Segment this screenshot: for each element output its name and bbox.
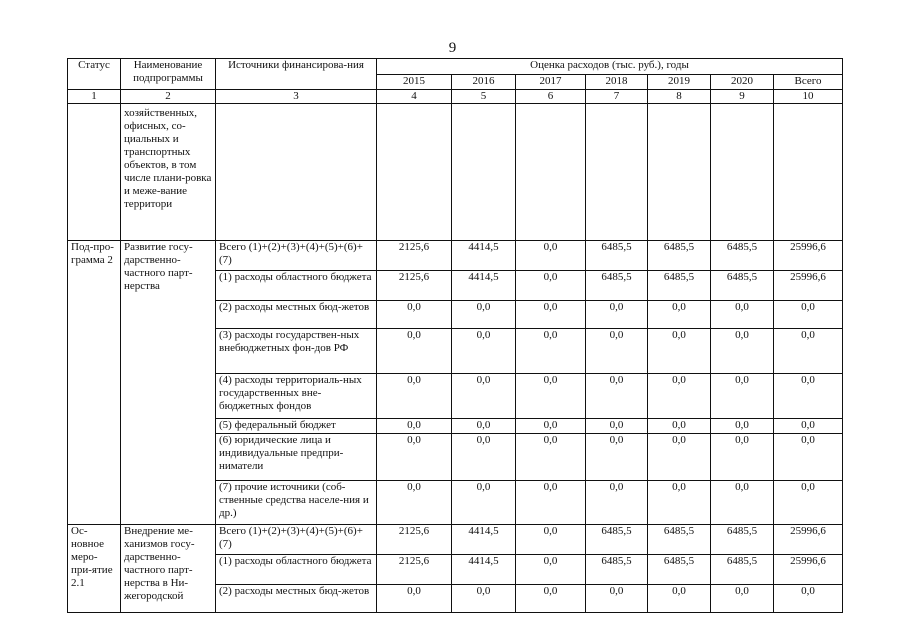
value-2016: 0,0 xyxy=(452,374,516,419)
financing-source-label: Всего (1)+(2)+(3)+(4)+(5)+(6)+(7) xyxy=(216,241,377,271)
value-2019: 0,0 xyxy=(648,329,711,374)
value-2016: 0,0 xyxy=(452,301,516,329)
value-2015: 2125,6 xyxy=(377,555,452,585)
column-number: 9 xyxy=(711,90,774,104)
value-2020: 6485,5 xyxy=(711,555,774,585)
value-total: 0,0 xyxy=(774,374,843,419)
value-2017: 0,0 xyxy=(516,525,586,555)
header-year-2020: 2020 xyxy=(711,75,774,90)
continuation-name-text: хозяйственных, офисных, со-циальных и транспортных объектов, в том числе плани-ровка и меже-вание территори xyxy=(121,104,216,241)
value-2019: 6485,5 xyxy=(648,525,711,555)
financing-source-label: (1) расходы областного бюджета xyxy=(216,271,377,301)
value-2019: 0,0 xyxy=(648,419,711,434)
value-2020: 0,0 xyxy=(711,481,774,525)
header-financing-sources: Источники финансирова-ния xyxy=(216,59,377,90)
value-2019: 0,0 xyxy=(648,585,711,613)
value-2017: 0,0 xyxy=(516,374,586,419)
continuation-source-cell xyxy=(216,104,377,241)
value-2018: 0,0 xyxy=(586,481,648,525)
header-status: Статус xyxy=(68,59,121,90)
value-2016: 4414,5 xyxy=(452,525,516,555)
value-total: 0,0 xyxy=(774,434,843,481)
value-2017: 0,0 xyxy=(516,301,586,329)
value-2015: 0,0 xyxy=(377,585,452,613)
value-2018: 6485,5 xyxy=(586,555,648,585)
value-2015: 2125,6 xyxy=(377,271,452,301)
financing-source-label: (7) прочие источники (соб-ственные средства населе-ния и др.) xyxy=(216,481,377,525)
subprogram-2-name: Развитие госу-дарственно-частного парт-нерства xyxy=(121,241,216,525)
value-2019: 6485,5 xyxy=(648,555,711,585)
value-2017: 0,0 xyxy=(516,555,586,585)
column-number: 1 xyxy=(68,90,121,104)
header-year-2015: 2015 xyxy=(377,75,452,90)
column-number: 7 xyxy=(586,90,648,104)
financing-source-label: (2) расходы местных бюд-жетов xyxy=(216,301,377,329)
value-2017: 0,0 xyxy=(516,434,586,481)
value-2020: 6485,5 xyxy=(711,241,774,271)
value-2019: 0,0 xyxy=(648,374,711,419)
value-2015: 0,0 xyxy=(377,301,452,329)
value-2020: 0,0 xyxy=(711,585,774,613)
value-2015: 2125,6 xyxy=(377,525,452,555)
value-total: 25996,6 xyxy=(774,241,843,271)
value-2017: 0,0 xyxy=(516,329,586,374)
value-2018: 0,0 xyxy=(586,329,648,374)
value-2016: 0,0 xyxy=(452,585,516,613)
main-measure-2-1-row xyxy=(68,525,843,555)
value-2020: 0,0 xyxy=(711,374,774,419)
financing-source-label: (1) расходы областного бюджета xyxy=(216,555,377,585)
value-2016: 0,0 xyxy=(452,481,516,525)
value-2020: 0,0 xyxy=(711,329,774,374)
header-year-2016: 2016 xyxy=(452,75,516,90)
value-total: 0,0 xyxy=(774,481,843,525)
budget-table xyxy=(67,58,843,613)
value-total: 25996,6 xyxy=(774,271,843,301)
page-number: 9 xyxy=(448,40,457,56)
financing-source-label: (4) расходы территориаль-ных государственных вне-бюджетных фондов xyxy=(216,374,377,419)
value-2018: 0,0 xyxy=(586,585,648,613)
column-number: 8 xyxy=(648,90,711,104)
column-number: 10 xyxy=(774,90,843,104)
value-2016: 4414,5 xyxy=(452,271,516,301)
value-2020: 6485,5 xyxy=(711,525,774,555)
continuation-status-cell xyxy=(68,104,121,241)
value-2018: 6485,5 xyxy=(586,271,648,301)
header-year-2018: 2018 xyxy=(586,75,648,90)
value-total: 0,0 xyxy=(774,419,843,434)
value-2020: 0,0 xyxy=(711,301,774,329)
subprogram-2-row xyxy=(68,241,843,271)
value-2017: 0,0 xyxy=(516,419,586,434)
value-2019: 0,0 xyxy=(648,481,711,525)
value-2017: 0,0 xyxy=(516,585,586,613)
value-2016: 0,0 xyxy=(452,329,516,374)
value-2015: 0,0 xyxy=(377,419,452,434)
value-2019: 6485,5 xyxy=(648,241,711,271)
value-2018: 6485,5 xyxy=(586,241,648,271)
financing-source-label: Всего (1)+(2)+(3)+(4)+(5)+(6)+(7) xyxy=(216,525,377,555)
column-number: 3 xyxy=(216,90,377,104)
header-subprogram-name: Наименование подпрограммы xyxy=(121,59,216,90)
header-year-2019: 2019 xyxy=(648,75,711,90)
value-2015: 0,0 xyxy=(377,481,452,525)
value-2018: 0,0 xyxy=(586,419,648,434)
header-year-2017: 2017 xyxy=(516,75,586,90)
value-2015: 2125,6 xyxy=(377,241,452,271)
value-2018: 6485,5 xyxy=(586,525,648,555)
value-2019: 6485,5 xyxy=(648,271,711,301)
value-2015: 0,0 xyxy=(377,329,452,374)
financing-source-label: (3) расходы государствен-ных внебюджетных фон-дов РФ xyxy=(216,329,377,374)
column-number: 5 xyxy=(452,90,516,104)
value-2019: 0,0 xyxy=(648,434,711,481)
value-2015: 0,0 xyxy=(377,434,452,481)
value-2020: 6485,5 xyxy=(711,271,774,301)
value-total: 25996,6 xyxy=(774,525,843,555)
value-2017: 0,0 xyxy=(516,481,586,525)
value-total: 0,0 xyxy=(774,329,843,374)
value-2018: 0,0 xyxy=(586,434,648,481)
value-2016: 4414,5 xyxy=(452,241,516,271)
value-2017: 0,0 xyxy=(516,241,586,271)
value-2016: 0,0 xyxy=(452,434,516,481)
value-2018: 0,0 xyxy=(586,301,648,329)
value-total: 0,0 xyxy=(774,301,843,329)
financing-source-label: (5) федеральный бюджет xyxy=(216,419,377,434)
value-2018: 0,0 xyxy=(586,374,648,419)
column-number: 6 xyxy=(516,90,586,104)
value-2020: 0,0 xyxy=(711,419,774,434)
value-2016: 4414,5 xyxy=(452,555,516,585)
header-total: Всего xyxy=(774,75,843,90)
value-2017: 0,0 xyxy=(516,271,586,301)
value-2015: 0,0 xyxy=(377,374,452,419)
value-total: 25996,6 xyxy=(774,555,843,585)
value-total: 0,0 xyxy=(774,585,843,613)
main-measure-2-1-status: Ос-новное меро-при-ятие 2.1 xyxy=(68,525,121,613)
financing-source-label: (6) юридические лица и индивидуальные предпри-ниматели xyxy=(216,434,377,481)
value-2020: 0,0 xyxy=(711,434,774,481)
main-measure-2-1-name: Внедрение ме-ханизмов госу-дарственно-частного парт-нерства в Ни-жегородской xyxy=(121,525,216,613)
value-2016: 0,0 xyxy=(452,419,516,434)
subprogram-2-status: Под-про-грамма 2 xyxy=(68,241,121,525)
column-number: 2 xyxy=(121,90,216,104)
financing-source-label: (2) расходы местных бюд-жетов xyxy=(216,585,377,613)
header-costs-estimate: Оценка расходов (тыс. руб.), годы xyxy=(377,59,843,75)
column-number: 4 xyxy=(377,90,452,104)
value-2019: 0,0 xyxy=(648,301,711,329)
